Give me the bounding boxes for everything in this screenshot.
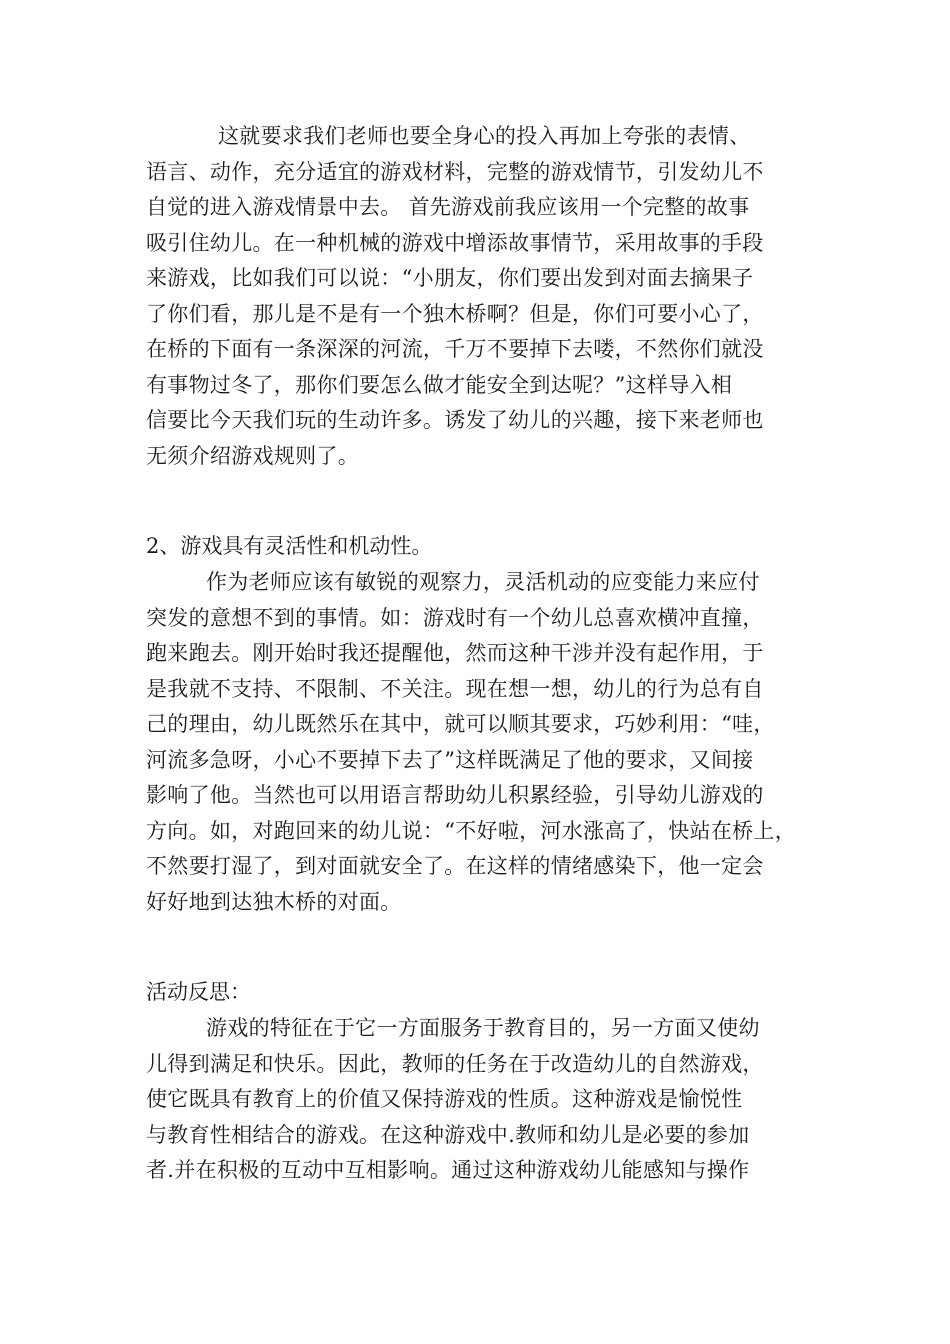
paragraph-line: 突发的意想不到的事情。如：游戏时有一个幼儿总喜欢横冲直撞， [146,605,764,630]
paragraph-line: 者.并在积极的互动中互相影响。通过这种游戏幼儿能感知与操作 [146,1158,750,1182]
paragraph-flexibility [146,565,806,920]
paragraph-line: 了你们看，那儿是不是有一个独木桥啊？但是，你们可要小心了， [146,301,764,326]
section-heading-flexibility [146,529,806,565]
paragraph-line: 无须介绍游戏规则了。 [146,443,359,468]
paragraph-line: 好好地到达独木桥的对面。 [146,889,402,914]
paragraph-line: 吸引住幼儿。在一种机械的游戏中增添故事情节，采用故事的手段 [146,230,764,255]
paragraph-line: 这就要求我们老师也要全身心的投入再加上夸张的表情、 [218,124,751,148]
paragraph-line: 自觉的进入游戏情景中去。 首先游戏前我应该用一个完整的故事 [146,195,750,219]
section-heading-reflection [146,975,806,1011]
paragraph-line: 儿得到满足和快乐。因此，教师的任务在于改造幼儿的自然游戏， [146,1051,764,1076]
paragraph-line: 与教育性相结合的游戏。在这种游戏中.教师和幼儿是必要的参加 [146,1122,750,1147]
paragraph-line: 信要比今天我们玩的生动许多。诱发了幼儿的兴趣，接下来老师也 [146,408,764,432]
paragraph-line: 使它既具有教育上的价值又保持游戏的性质。这种游戏是愉悦性 [146,1087,743,1111]
paragraph-line: 不然要打湿了，到对面就安全了。在这样的情绪感染下，他一定会 [146,854,764,878]
paragraph-line: 方向。如，对跑回来的幼儿说：“不好啦，河水涨高了，快站在桥上， [146,818,797,843]
paragraph-line: 己的理由，幼儿既然乐在其中，就可以顺其要求，巧妙利用：“哇， [146,712,775,736]
paragraph-line: 跑来跑去。刚开始时我还提醒他，然而这种干涉并没有起作用，于 [146,641,764,665]
paragraph-line: 影响了他。当然也可以用语言帮助幼儿积累经验，引导幼儿游戏的 [146,783,764,807]
paragraph-line: 在桥的下面有一条深深的河流，千万不要掉下去喽，不然你们就没 [146,337,764,361]
section-heading: 活动反思： [146,980,251,1004]
section-heading: 2、游戏具有灵活性和机动性。 [146,534,433,558]
paragraph-intro [146,119,806,474]
paragraph-line: 河流多急呀，小心不要掉下去了”这样既满足了他的要求，又间接 [146,747,754,772]
paragraph-line: 语言、动作，充分适宜的游戏材料，完整的游戏情节，引发幼儿不 [146,159,764,184]
paragraph-line: 作为老师应该有敏锐的观察力，灵活机动的应变能力来应付 [206,570,760,594]
paragraph-line: 有事物过冬了，那你们要怎么做才能安全到达呢？”这样导入相 [146,372,733,397]
paragraph-line: 是我就不支持、不限制、不关注。现在想一想，幼儿的行为总有自 [146,676,764,701]
paragraph-line: 游戏的特征在于它一方面服务于教育目的，另一方面又使幼 [206,1016,760,1040]
paragraph-line: 来游戏，比如我们可以说：“小朋友，你们要出发到对面去摘果子 [146,266,754,290]
paragraph-reflection [146,1011,806,1189]
